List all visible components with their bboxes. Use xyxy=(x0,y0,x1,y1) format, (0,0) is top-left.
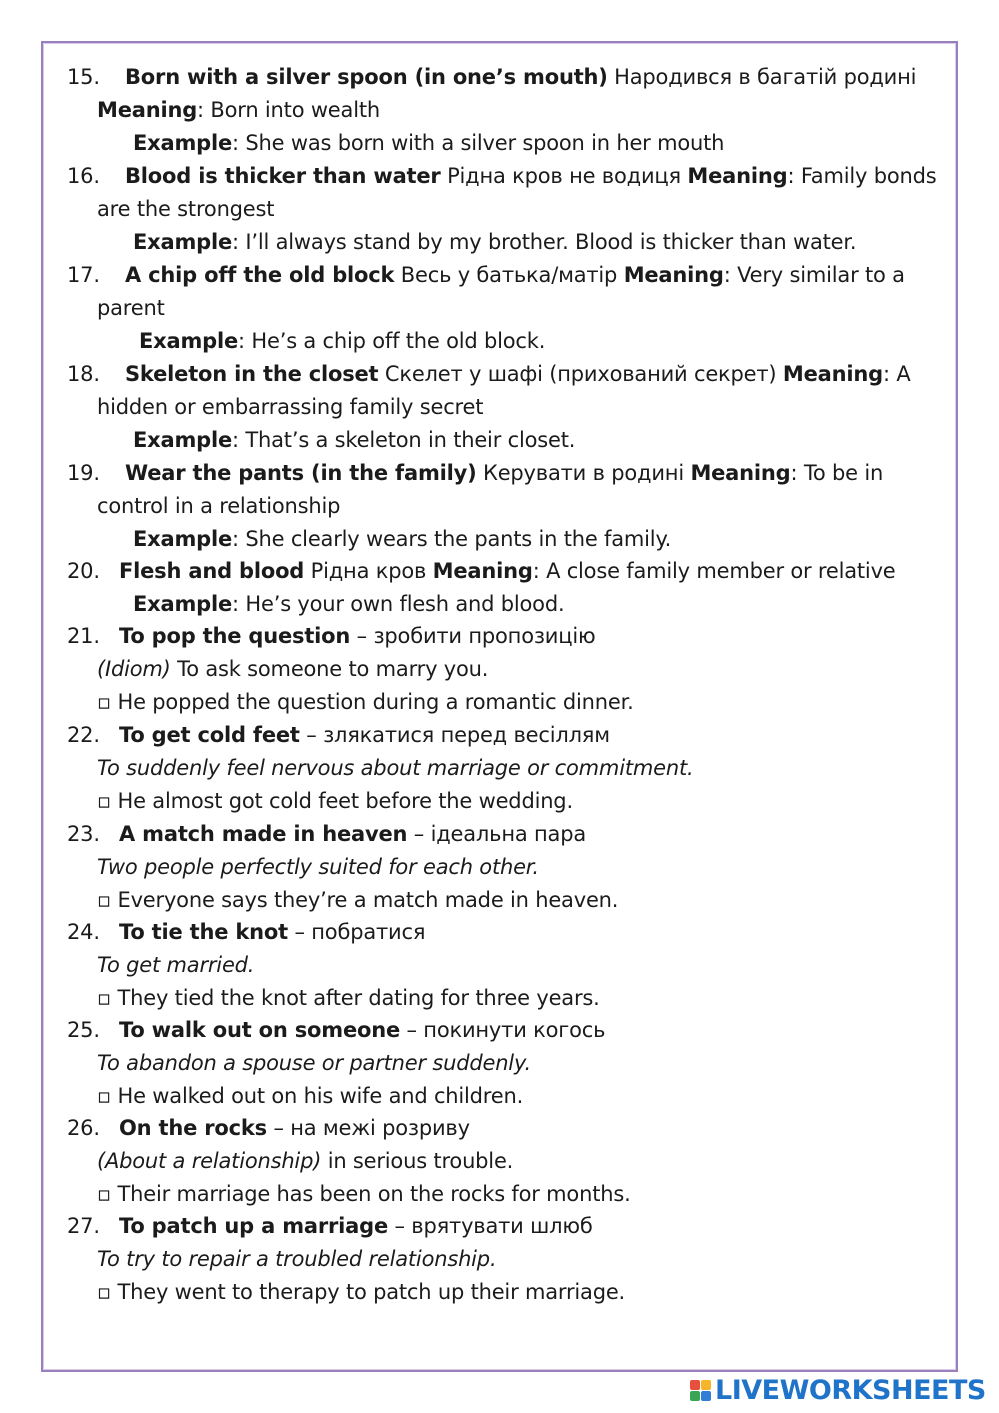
idiom-term: To pop the question xyxy=(119,624,351,648)
entry-15-example: Example: She was born with a silver spoon in her mouth xyxy=(133,131,725,155)
example-label: Example xyxy=(133,592,233,616)
meaning-label: Meaning xyxy=(623,263,724,287)
example-text: He’s your own flesh and blood. xyxy=(245,592,565,616)
example-text: I’ll always stand by my brother. Blood is thicker than water. xyxy=(245,230,857,254)
definition-italic: (Idiom) xyxy=(97,657,171,681)
definition-italic: To abandon a spouse or partner suddenly. xyxy=(97,1051,532,1075)
logo-text: LIVEWORKSHEETS xyxy=(715,1374,986,1406)
entry-17-meaning-cont: parent xyxy=(97,296,165,320)
definition-italic: To get married. xyxy=(97,953,255,977)
entry-19-headline: 19. Wear the pants (in the family) Керувати в родині Meaning: To be in xyxy=(67,457,883,489)
example-text: He’s a chip off the old block. xyxy=(251,329,546,353)
entry-number: 25. xyxy=(67,1018,100,1042)
definition-text: in serious trouble. xyxy=(327,1149,514,1173)
example-text: That’s a skeleton in their closet. xyxy=(245,428,576,452)
idiom-translation: Скелет у шафі (прихований секрет) xyxy=(384,362,777,386)
example-label: Example xyxy=(133,428,233,452)
entry-number: 17. xyxy=(67,263,100,287)
definition-italic: To suddenly feel nervous about marriage or commitment. xyxy=(97,756,694,780)
entry-number: 15. xyxy=(67,65,100,89)
entry-16-example: Example: I’ll always stand by my brother. Blood is thicker than water. xyxy=(133,230,857,254)
entry-number: 26. xyxy=(67,1116,100,1140)
entry-number: 21. xyxy=(67,624,100,648)
entry-21-headline: 21. To pop the question – зробити пропозицію xyxy=(67,620,595,652)
entry-number: 24. xyxy=(67,920,100,944)
entry-18-meaning-cont: hidden or embarrassing family secret xyxy=(97,395,484,419)
idiom-term: To tie the knot xyxy=(119,920,288,944)
idiom-translation: Весь у батька/матір xyxy=(400,263,618,287)
idiom-term: Flesh and blood xyxy=(119,559,305,583)
meaning-label: Meaning xyxy=(782,362,883,386)
entry-23-definition xyxy=(97,851,539,883)
entry-22-headline: 22. To get cold feet – злякатися перед весіллям xyxy=(67,719,610,751)
meaning-text: A xyxy=(896,362,911,386)
entry-18-example: Example: That’s a skeleton in their closet. xyxy=(133,428,576,452)
entry-17-example: Example: He’s a chip off the old block. xyxy=(139,329,546,353)
entry-15-headline xyxy=(67,61,916,93)
logo-square xyxy=(690,1380,700,1390)
entry-21-definition xyxy=(97,653,488,685)
example-label: Example xyxy=(139,329,239,353)
example-label: Example xyxy=(133,131,233,155)
idiom-term: Born with a silver spoon (in one’s mouth) xyxy=(125,65,608,89)
entry-number: 16. xyxy=(67,164,100,188)
meaning-text: Born into wealth xyxy=(210,98,380,122)
entry-22-definition xyxy=(97,752,693,784)
idiom-term: To walk out on someone xyxy=(119,1018,401,1042)
idiom-term: On the rocks xyxy=(119,1116,267,1140)
entry-22-example: ▫ He almost got cold feet before the wedding. xyxy=(97,789,573,813)
idiom-term: A chip off the old block xyxy=(125,263,395,287)
idiom-translation: покинути когось xyxy=(423,1018,606,1042)
idiom-term: To get cold feet xyxy=(119,723,300,747)
entry-26-definition xyxy=(97,1145,513,1177)
entry-20-example: Example: He’s your own flesh and blood. xyxy=(133,592,565,616)
entry-20-headline: 20. Flesh and blood Рідна кров Meaning: A close family member or relative xyxy=(67,555,896,587)
idiom-translation: ідеальна пара xyxy=(430,822,587,846)
meaning-label: Meaning xyxy=(97,98,198,122)
idiom-translation: Рідна кров xyxy=(310,559,427,583)
entry-24-headline: 24. To tie the knot – побратися xyxy=(67,916,425,948)
entry-26-example: ▫ Their marriage has been on the rocks for months. xyxy=(97,1182,631,1206)
entry-27-headline: 27. To patch up a marriage – врятувати шлюб xyxy=(67,1210,593,1242)
idiom-term: Blood is thicker than water xyxy=(125,164,441,188)
logo-square xyxy=(690,1391,700,1401)
idiom-translation: злякатися перед весіллям xyxy=(323,723,610,747)
entry-24-example: ▫ They tied the knot after dating for three years. xyxy=(97,986,600,1010)
idiom-translation: побратися xyxy=(311,920,426,944)
logo-square xyxy=(701,1380,711,1390)
idiom-term: A match made in heaven xyxy=(119,822,408,846)
entry-25-definition xyxy=(97,1047,531,1079)
idiom-translation: врятувати шлюб xyxy=(411,1214,593,1238)
entry-27-example: ▫ They went to therapy to patch up their marriage. xyxy=(97,1280,626,1304)
entry-21-example: ▫ He popped the question during a romantic dinner. xyxy=(97,690,634,714)
entry-number: 19. xyxy=(67,461,100,485)
meaning-label: Meaning xyxy=(687,164,788,188)
entry-19-example: Example: She clearly wears the pants in the family. xyxy=(133,527,672,551)
entry-18-headline: 18. Skeleton in the closet Скелет у шафі (прихований секрет) Meaning: A xyxy=(67,358,911,390)
logo-square xyxy=(701,1391,711,1401)
definition-text: To ask someone to marry you. xyxy=(177,657,489,681)
idiom-translation: Народився в багатій родині xyxy=(614,65,917,89)
idiom-term: To patch up a marriage xyxy=(119,1214,389,1238)
entry-17-headline: 17. A chip off the old block Весь у батька/матір Meaning: Very similar to a xyxy=(67,259,905,291)
entry-19-meaning-cont: control in a relationship xyxy=(97,494,341,518)
definition-italic: To try to repair a troubled relationship. xyxy=(97,1247,497,1271)
meaning-text: Very similar to a xyxy=(737,263,905,287)
entry-25-headline: 25. To walk out on someone – покинути когось xyxy=(67,1014,605,1046)
entry-24-definition xyxy=(97,949,254,981)
idiom-translation: Керувати в родині xyxy=(483,461,684,485)
meaning-text: To be in xyxy=(803,461,884,485)
entry-27-definition xyxy=(97,1243,496,1275)
meaning-label: Meaning xyxy=(432,559,533,583)
entry-number: 20. xyxy=(67,559,100,583)
entry-number: 22. xyxy=(67,723,100,747)
entry-23-headline: 23. A match made in heaven – ідеальна пара xyxy=(67,818,586,850)
entry-number: 23. xyxy=(67,822,100,846)
idiom-translation: Рідна кров не водиця xyxy=(447,164,681,188)
meaning-text: Family bonds xyxy=(800,164,937,188)
meaning-label: Meaning xyxy=(690,461,791,485)
definition-italic: Two people perfectly suited for each other. xyxy=(97,855,539,879)
example-text: She clearly wears the pants in the family. xyxy=(245,527,672,551)
idiom-term: Skeleton in the closet xyxy=(125,362,379,386)
entry-number: 18. xyxy=(67,362,100,386)
entry-16-headline: 16. Blood is thicker than water Рідна кров не водиця Meaning: Family bonds xyxy=(67,160,936,192)
liveworksheets-logo[interactable] xyxy=(690,1374,986,1406)
idiom-translation: зробити пропозицію xyxy=(373,624,596,648)
definition-italic: (About a relationship) xyxy=(97,1149,322,1173)
idiom-term: Wear the pants (in the family) xyxy=(125,461,477,485)
entry-23-example: ▫ Everyone says they’re a match made in heaven. xyxy=(97,888,619,912)
entry-26-headline: 26. On the rocks – на межі розриву xyxy=(67,1112,470,1144)
logo-mark-icon xyxy=(690,1380,711,1401)
idiom-translation: на межі розриву xyxy=(290,1116,470,1140)
example-label: Example xyxy=(133,230,233,254)
entry-25-example: ▫ He walked out on his wife and children. xyxy=(97,1084,524,1108)
example-text: She was born with a silver spoon in her mouth xyxy=(245,131,725,155)
entry-number: 27. xyxy=(67,1214,100,1238)
example-label: Example xyxy=(133,527,233,551)
entry-15-meaning: Meaning: Born into wealth xyxy=(97,98,380,122)
meaning-text: A close family member or relative xyxy=(546,559,896,583)
entry-16-meaning-cont: are the strongest xyxy=(97,197,275,221)
